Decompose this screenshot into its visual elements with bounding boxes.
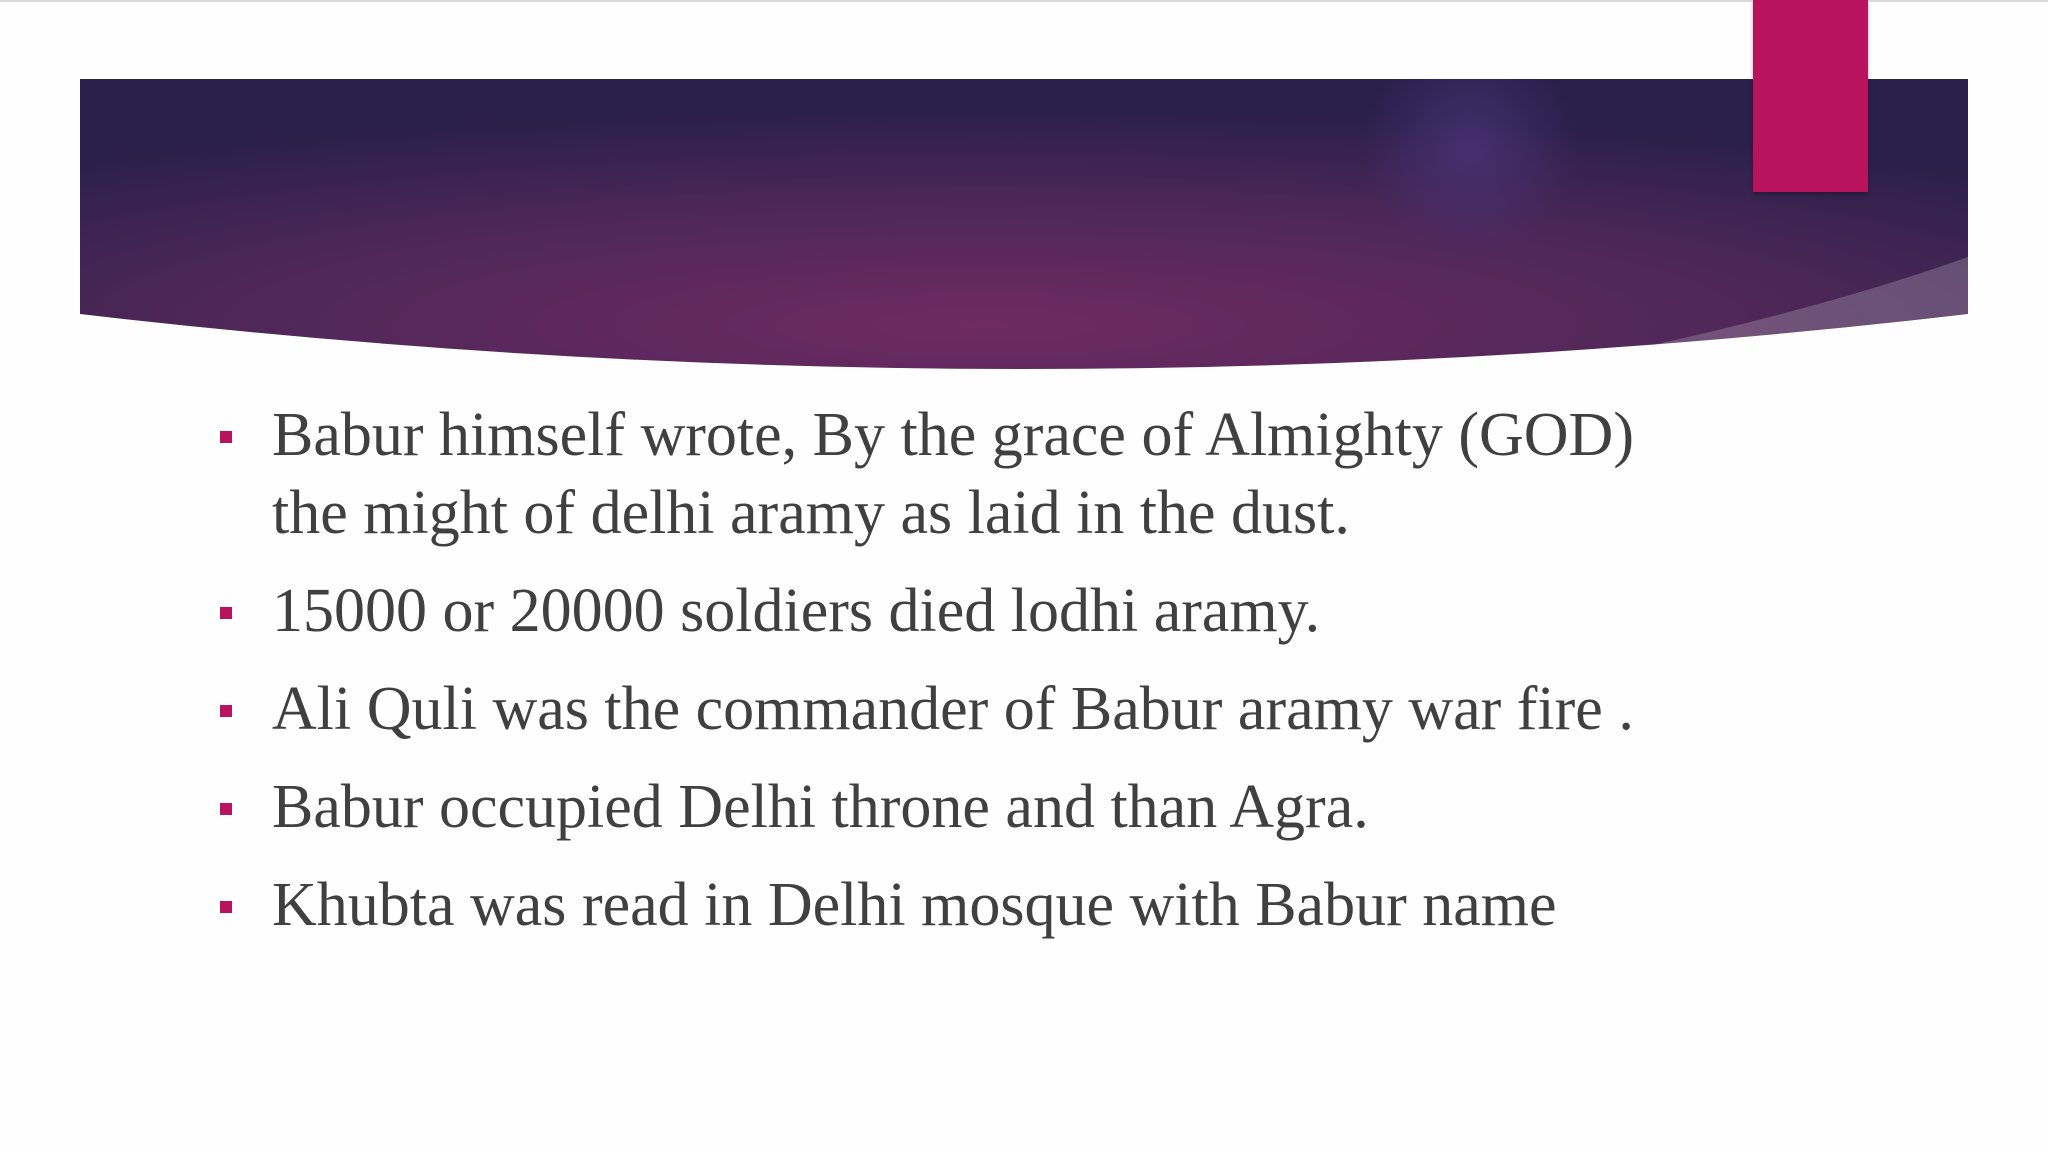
list-item xyxy=(210,670,1710,748)
square-bullet-icon xyxy=(220,901,232,913)
bullet-text: 15000 or 20000 soldiers died lodhi aramy. xyxy=(272,577,1321,645)
bullet-text: Khubta was read in Delhi mosque with Babur name xyxy=(272,871,1557,939)
top-divider xyxy=(0,0,2048,2)
accent-tab xyxy=(1753,0,1868,192)
list-item xyxy=(210,866,1710,944)
header-banner xyxy=(80,79,1968,380)
square-bullet-icon xyxy=(220,705,232,717)
bullet-text: Ali Quli was the commander of Babur aramy war fire . xyxy=(272,675,1634,743)
list-item xyxy=(210,396,1710,552)
square-bullet-icon xyxy=(220,803,232,815)
bullet-list xyxy=(210,396,1710,964)
square-bullet-icon xyxy=(220,607,232,619)
bullet-text: Babur occupied Delhi throne and than Agra. xyxy=(272,773,1369,841)
list-item xyxy=(210,768,1710,846)
list-item xyxy=(210,572,1710,650)
bullet-text: Babur himself wrote, By the grace of Almighty (GOD) the might of delhi aramy as laid in the dust. xyxy=(272,401,1634,547)
square-bullet-icon xyxy=(220,431,232,443)
